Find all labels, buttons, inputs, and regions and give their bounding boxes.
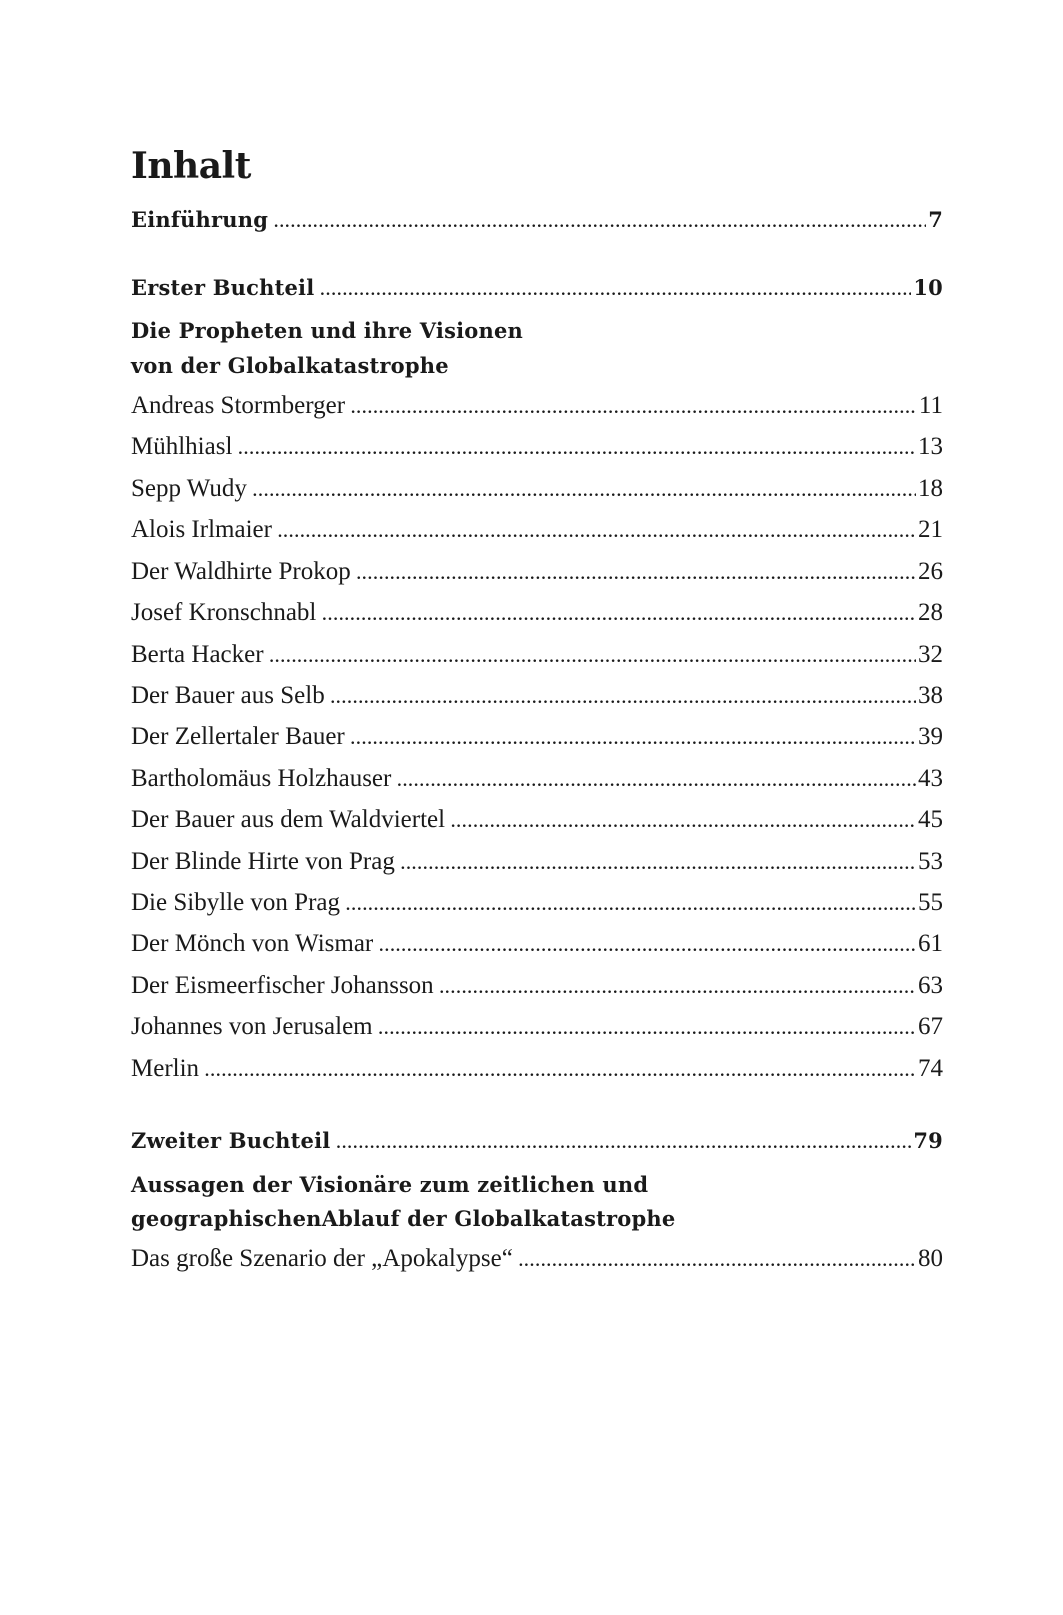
toc-entry[interactable]	[131, 762, 943, 796]
page-title: Inhalt	[131, 145, 251, 187]
toc-entry[interactable]	[131, 679, 943, 713]
toc-page-number: 39	[918, 723, 943, 750]
dot-leader	[238, 433, 916, 467]
dot-leader	[346, 889, 916, 923]
toc-page-number: 21	[918, 516, 943, 543]
toc-entry[interactable]	[131, 969, 943, 1003]
toc-entry-label: Zweiter Buchteil	[131, 1128, 331, 1153]
toc-page-number: 13	[918, 433, 943, 460]
toc-entry-label: Merlin	[131, 1055, 200, 1082]
toc-entry-label: Einführung	[131, 207, 269, 232]
toc-page-number: 7	[928, 207, 943, 232]
toc-entry[interactable]	[131, 555, 943, 589]
dot-leader	[336, 1127, 911, 1161]
toc-entry[interactable]	[131, 1052, 943, 1086]
dot-leader	[270, 641, 916, 675]
toc-page-number: 43	[918, 765, 943, 792]
toc-entry-label: Der Bauer aus Selb	[131, 682, 325, 709]
toc-entry-label: Erster Buchteil	[131, 275, 315, 300]
toc-entry[interactable]	[131, 886, 943, 920]
toc-page-number: 67	[918, 1013, 943, 1040]
toc-entry[interactable]	[131, 803, 943, 837]
toc-page-number: 45	[918, 806, 943, 833]
toc-page-number: 28	[918, 599, 943, 626]
toc-entry[interactable]	[131, 1242, 943, 1276]
dot-leader	[519, 1245, 916, 1279]
toc-entry-label: Johannes von Jerusalem	[131, 1013, 373, 1040]
toc-entry-label: Der Mönch von Wismar	[131, 930, 374, 957]
section-heading-part1-line1: Die Propheten und ihre Visionen	[131, 318, 523, 343]
toc-page-number: 74	[918, 1055, 943, 1082]
dot-leader	[351, 392, 917, 426]
section-heading-part1-line2: von der Globalkatastrophe	[131, 353, 449, 378]
toc-entry-part2[interactable]	[131, 1124, 943, 1158]
dot-leader	[397, 765, 916, 799]
toc-entry[interactable]	[131, 927, 943, 961]
dot-leader	[278, 516, 916, 550]
section-heading-part2-line1: Aussagen der Visionäre zum zeitlichen und	[131, 1172, 649, 1197]
dot-leader	[253, 475, 916, 509]
toc-page-number: 26	[918, 558, 943, 585]
toc-page-number: 10	[913, 275, 943, 300]
toc-entry[interactable]	[131, 638, 943, 672]
toc-entry-label: Die Sibylle von Prag	[131, 889, 341, 916]
toc-page-number: 18	[918, 475, 943, 502]
toc-entry-label: Der Blinde Hirte von Prag	[131, 848, 395, 875]
toc-entry[interactable]	[131, 389, 943, 423]
toc-page-number: 38	[918, 682, 943, 709]
toc-entry[interactable]	[131, 845, 943, 879]
toc-entry-label: Josef Kronschnabl	[131, 599, 317, 626]
toc-entry-label: Der Bauer aus dem Waldviertel	[131, 806, 446, 833]
toc-page-number: 55	[918, 889, 943, 916]
toc-page-number: 79	[913, 1128, 943, 1153]
toc-entry-label: Alois Irlmaier	[131, 516, 272, 543]
toc-entry-label: Berta Hacker	[131, 641, 264, 668]
dot-leader	[401, 848, 916, 882]
toc-page-number: 80	[918, 1245, 943, 1272]
toc-entry[interactable]	[131, 430, 943, 464]
toc-entry-label: Mühlhiasl	[131, 433, 233, 460]
toc-entry[interactable]	[131, 472, 943, 506]
dot-leader	[440, 972, 916, 1006]
dot-leader	[379, 1013, 916, 1047]
toc-page-number: 63	[918, 972, 943, 999]
toc-entry[interactable]	[131, 1010, 943, 1044]
toc-entry-part1[interactable]	[131, 271, 943, 305]
toc-entry-label: Das große Szenario der „Apokalypse“	[131, 1245, 513, 1272]
toc-entry-label: Sepp Wudy	[131, 475, 247, 502]
dot-leader	[379, 930, 916, 964]
dot-leader	[351, 723, 916, 757]
toc-entry-label: Der Waldhirte Prokop	[131, 558, 351, 585]
toc-entry-intro[interactable]	[131, 203, 943, 237]
toc-entry[interactable]	[131, 513, 943, 547]
toc-entry-label: Andreas Stormberger	[131, 392, 346, 419]
dot-leader	[331, 682, 916, 716]
toc-page-number: 11	[918, 392, 943, 419]
toc-page-number: 32	[918, 641, 943, 668]
toc-page-number: 61	[918, 930, 943, 957]
toc-entry-label: Der Eismeerfischer Johansson	[131, 972, 434, 999]
dot-leader	[274, 206, 926, 240]
dot-leader	[451, 806, 916, 840]
dot-leader	[320, 274, 911, 308]
toc-page-number: 53	[918, 848, 943, 875]
toc-entry[interactable]	[131, 720, 943, 754]
dot-leader	[322, 599, 916, 633]
dot-leader	[357, 558, 916, 592]
dot-leader	[205, 1055, 916, 1089]
toc-entry-label: Der Zellertaler Bauer	[131, 723, 345, 750]
section-heading-part2-line2: geographischenAblauf der Globalkatastrophe	[131, 1206, 676, 1231]
toc-entry[interactable]	[131, 596, 943, 630]
toc-entry-label: Bartholomäus Holzhauser	[131, 765, 392, 792]
